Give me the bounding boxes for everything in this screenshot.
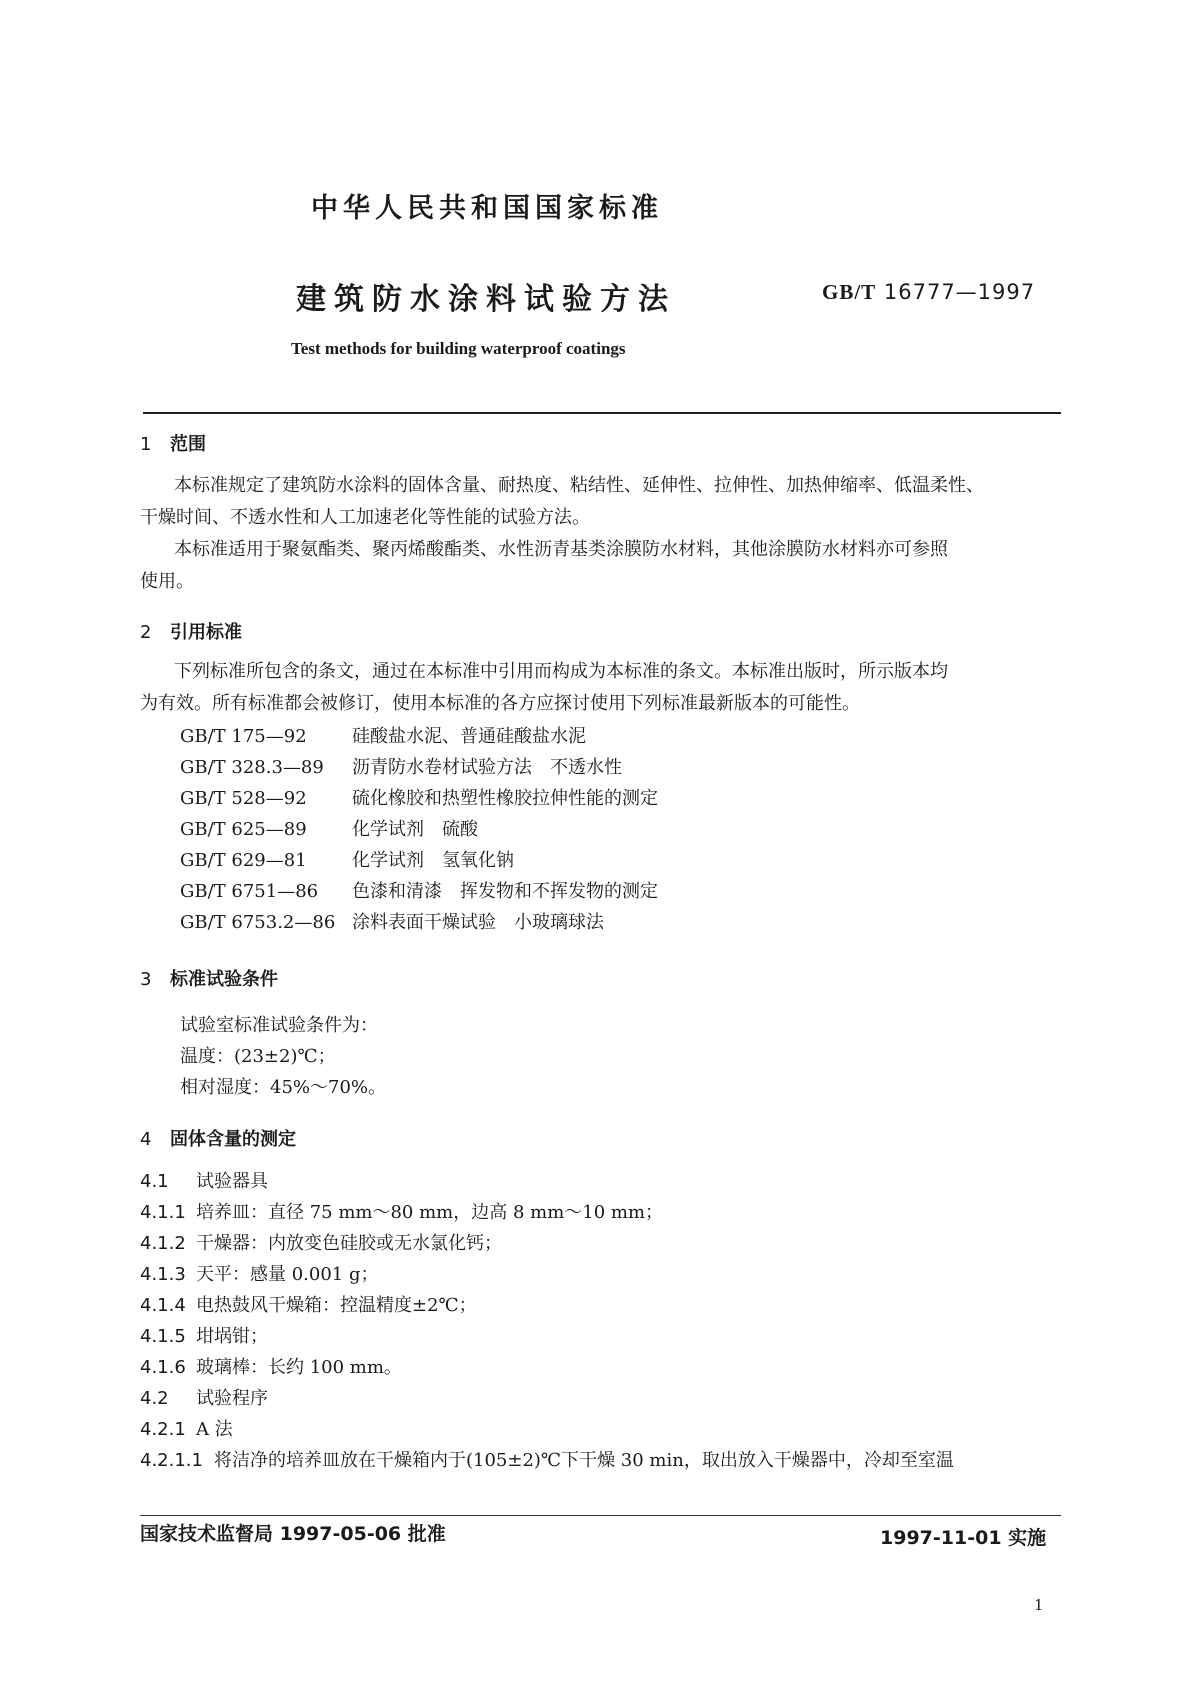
clause-number: 4.2 <box>140 1388 169 1409</box>
section-2-heading <box>140 618 242 644</box>
clause-text: 试验器具 <box>196 1171 268 1192</box>
clause-text: A 法 <box>196 1419 233 1440</box>
clause-item <box>140 1291 477 1317</box>
clause-4-2-1 <box>140 1415 233 1441</box>
reference-title: 硫化橡胶和热塑性橡胶拉伸性能的测定 <box>352 788 658 809</box>
reference-title: 化学试剂 氢氧化钠 <box>352 850 514 871</box>
clause-item <box>140 1198 663 1224</box>
document-title-cn: 建筑防水涂料试验方法 <box>296 282 676 317</box>
clause-number: 4.1.3 <box>140 1264 186 1285</box>
section-title: 固体含量的测定 <box>170 1129 296 1150</box>
reference-title: 沥青防水卷材试验方法 不透水性 <box>352 757 622 778</box>
clause-number: 4.1.2 <box>140 1233 186 1254</box>
clause-item <box>140 1322 268 1348</box>
clause-text: 试验程序 <box>196 1388 268 1409</box>
section-title: 引用标准 <box>170 622 242 643</box>
clause-number: 4.2.1 <box>140 1419 186 1440</box>
section-4-heading <box>140 1125 296 1151</box>
reference-item <box>180 877 658 903</box>
reference-item <box>180 784 658 810</box>
section-number: 1 <box>140 434 152 455</box>
section-title: 标准试验条件 <box>170 969 278 990</box>
section-number: 2 <box>140 622 152 643</box>
clause-item <box>140 1260 379 1286</box>
footer-rule <box>140 1515 1061 1516</box>
document-title-en: Test methods for building waterproof coatings <box>291 339 626 358</box>
standard-number <box>822 280 1035 305</box>
header-rule <box>143 412 1061 414</box>
clause-4-1 <box>140 1167 268 1193</box>
section-1-paragraph-2-line-1: 本标准适用于聚氨酯类、聚丙烯酸酯类、水性沥青基类涂膜防水材料，其他涂膜防水材料亦可参照 <box>174 539 948 560</box>
clause-item <box>140 1353 402 1379</box>
standard-code: 16777—1997 <box>883 280 1036 304</box>
section-1-paragraph-1-line-1: 本标准规定了建筑防水涂料的固体含量、耐热度、粘结性、延伸性、拉伸性、加热伸缩率、低温柔性、 <box>174 475 984 496</box>
clause-4-2-1-1 <box>140 1446 954 1472</box>
clause-text: 将洁净的培养皿放在干燥箱内于(105±2)℃下干燥 30 min，取出放入干燥器中，冷却至室温 <box>214 1450 954 1471</box>
reference-code: GB/T 175—92 <box>180 726 307 747</box>
temperature-condition: 温度：(23±2)℃； <box>180 1046 336 1067</box>
test-conditions-intro: 试验室标准试验条件为： <box>180 1015 378 1036</box>
reference-item <box>180 722 586 748</box>
reference-item <box>180 908 604 934</box>
reference-code: GB/T 6753.2—86 <box>180 912 336 933</box>
humidity-condition: 相对湿度：45%～70%。 <box>180 1077 387 1098</box>
page-number: 1 <box>1034 1596 1044 1614</box>
clause-text: 天平：感量 0.001 g； <box>196 1264 379 1285</box>
section-2-paragraph-line-1: 下列标准所包含的条文，通过在本标准中引用而构成为本标准的条文。本标准出版时，所示版本均 <box>174 661 948 682</box>
reference-code: GB/T 328.3—89 <box>180 757 324 778</box>
reference-item <box>180 815 478 841</box>
implementation-date: 1997-11-01 实施 <box>880 1527 1047 1549</box>
reference-code: GB/T 528—92 <box>180 788 307 809</box>
approval-note: 国家技术监督局 1997-05-06 批准 <box>140 1523 446 1545</box>
reference-code: GB/T 629—81 <box>180 850 307 871</box>
reference-item <box>180 846 514 872</box>
section-2-paragraph-line-2: 为有效。所有标准都会被修订，使用本标准的各方应探讨使用下列标准最新版本的可能性。 <box>140 693 860 714</box>
clause-4-2 <box>140 1384 268 1410</box>
reference-code: GB/T 6751—86 <box>180 881 319 902</box>
clause-number: 4.1.1 <box>140 1202 186 1223</box>
section-title: 范围 <box>170 434 206 455</box>
reference-code: GB/T 625—89 <box>180 819 307 840</box>
clause-text: 培养皿：直径 75 mm～80 mm，边高 8 mm～10 mm； <box>196 1202 664 1223</box>
section-1-paragraph-1-line-2: 干燥时间、不透水性和人工加速老化等性能的试验方法。 <box>140 507 590 528</box>
section-1-heading <box>140 430 206 456</box>
clause-number: 4.1.6 <box>140 1357 186 1378</box>
clause-text: 坩埚钳； <box>196 1326 268 1347</box>
clause-text: 电热鼓风干燥箱：控温精度±2℃； <box>196 1295 477 1316</box>
clause-number: 4.1 <box>140 1171 169 1192</box>
section-1-paragraph-2-line-2: 使用。 <box>140 571 194 592</box>
reference-item <box>180 753 622 779</box>
reference-title: 涂料表面干燥试验 小玻璃球法 <box>352 912 604 933</box>
clause-number: 4.1.5 <box>140 1326 186 1347</box>
standard-prefix: GB/T <box>822 280 877 304</box>
clause-number: 4.2.1.1 <box>140 1450 203 1471</box>
clause-text: 干燥器：内放变色硅胶或无水氯化钙； <box>196 1233 502 1254</box>
reference-title: 色漆和清漆 挥发物和不挥发物的测定 <box>352 881 658 902</box>
clause-number: 4.1.4 <box>140 1295 186 1316</box>
section-number: 4 <box>140 1129 152 1150</box>
clause-text: 玻璃棒：长约 100 mm。 <box>196 1357 402 1378</box>
reference-title: 化学试剂 硫酸 <box>352 819 478 840</box>
section-3-heading <box>140 965 278 991</box>
reference-title: 硅酸盐水泥、普通硅酸盐水泥 <box>352 726 586 747</box>
national-standard-heading: 中华人民共和国国家标准 <box>311 193 663 224</box>
section-number: 3 <box>140 969 152 990</box>
clause-item <box>140 1229 502 1255</box>
